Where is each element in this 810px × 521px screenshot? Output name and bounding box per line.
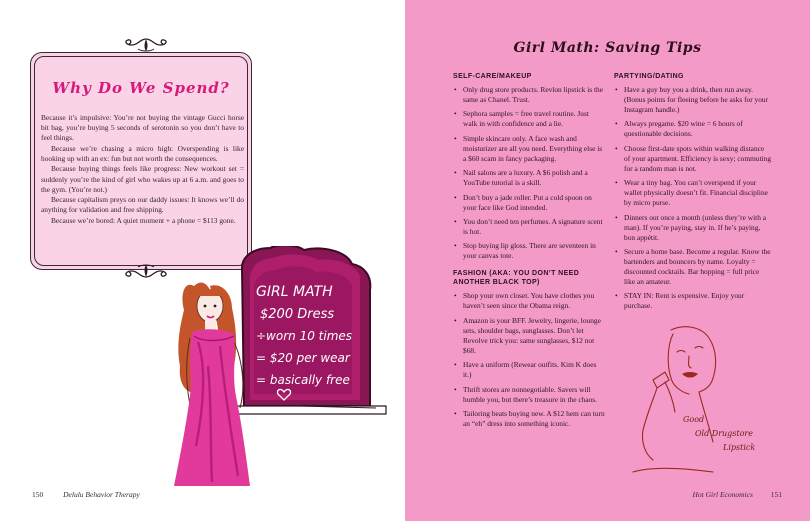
sidebar-box (30, 52, 252, 270)
list-item: • STAY IN: Rent is expensive. Enjoy your purchase. (614, 291, 772, 311)
list-item: • Nail salons are a luxury. A $6 polish and a YouTube tutorial is a skill. (453, 168, 605, 188)
list-item: • Tailoring beats buying new. A $12 hem can turn an “eh” dress into something iconic. (453, 409, 605, 429)
sidebar-paragraph: Because we’re bored: A quiet moment + a phone = $113 gone. (51, 215, 236, 225)
running-head-right: Hot Girl Economics (692, 490, 753, 499)
mirror-text-line: ÷worn 10 times (256, 329, 353, 343)
list-item: • Stop buying lip gloss. There are seventeen in your canvas tote. (453, 241, 605, 261)
right-folio (692, 490, 782, 499)
list-item: • Have a guy buy you a drink, then run away. (Bonus points for fleeing before he asks for your Instagram handle.) (614, 85, 772, 115)
list-item: • Shop your own closet. You have clothes you haven’t seen since the Obama reign. (453, 291, 605, 311)
list-item: • Have a uniform (Rewear outfits. Kim K does it.) (453, 360, 605, 380)
list-item: • Dinners out once a month (unless they’re with a man). If you’re paying, stay in. If he’s paying, bon appétit. (614, 213, 772, 243)
lipstick-illustration (613, 322, 783, 492)
list-item: • Amazon is your BFF. Jewelry, lingerie, lounge sets, shoulder bags, sunglasses. Don’t let Revolve trick you: same sunglasses, $12 not $68. (453, 316, 605, 356)
list-item: • Don’t buy a jade roller. Put a cold spoon on your face like God intended. (453, 193, 605, 213)
list-item: • You don’t need ten perfumes. A signature scent is hot. (453, 217, 605, 237)
column-left (453, 72, 605, 433)
list-item: • Secure a home base. Become a regular. Know the bartenders and bouncers by name. Loyalty = discounted cocktails. Bar hopping = full price like an amateur. (614, 247, 772, 287)
list-item: • Simple skincare only. A face wash and moisturizer are all you need. Everything else is a $60 scam in fancy packaging. (453, 134, 605, 164)
partying-list (614, 85, 772, 311)
self-care-list (453, 85, 605, 261)
sidebar-paragraph: Because we’re chasing a micro high: Overspending is like hooking up with an ex: fun but not worth the consequences. (41, 143, 244, 163)
list-item: • Choose first-date spots within walking distance of your apartment. Efficiency is sexy; commuting for a random man is not. (614, 144, 772, 174)
mirror-text-line: = $20 per wear (256, 351, 350, 365)
sidebar-text (41, 113, 244, 227)
list-item: • Sephora samples = free travel routine. Just walk in with confidence and a lie. (453, 109, 605, 129)
sidebar-paragraph: Because it’s impulsive: You’re not buying the vintage Gucci horse bit bag, you’re buying 5 seconds of serotonin so you don’t have to feel things. (41, 113, 244, 143)
section-heading-self-care: SELF-CARE/MAKEUP (453, 73, 532, 80)
section-heading-fashion: FASHION (AKA: YOU DON’T NEED ANOTHER BLACK TOP) (453, 270, 580, 287)
sidebar-paragraph: Because capitalism preys on our daddy issues: It knows we’ll do anything for validation and free shipping. (41, 195, 244, 215)
lipstick-caption: Old Drugstore (695, 429, 753, 438)
list-item: • Always pregame. $20 wine = 6 hours of questionable decisions. (614, 119, 772, 139)
page-number-right: 151 (770, 490, 782, 499)
mirror-text-line: GIRL MATH (256, 284, 333, 300)
right-page (405, 0, 810, 521)
list-item: • Only drug store products. Revlon lipstick is the same as Chanel. Trust. (453, 85, 605, 105)
page-title: Girl Math: Saving Tips (513, 40, 702, 56)
mirror-text-line: = basically free (256, 373, 350, 387)
girl-mirror-illustration (150, 246, 390, 486)
lipstick-caption: Lipstick (723, 443, 756, 452)
running-head-left: Delulu Behavior Therapy (63, 490, 140, 499)
sidebar-paragraph: Because buying things feels like progress: New workout set = suddenly you’re the kind of girl who wakes up at 6 a.m. and goes to the gym. (You’re not.) (41, 164, 244, 194)
sidebar-title: Why Do We Spend? (52, 79, 230, 97)
fashion-list (453, 291, 605, 429)
left-folio (32, 490, 140, 499)
section-heading-partying: PARTYING/DATING (614, 73, 684, 80)
list-item: • Wear a tiny bag. You can’t overspend if your wallet physically doesn’t fit. Financial discipline by micro purse. (614, 178, 772, 208)
mirror-text-line: $200 Dress (260, 307, 335, 322)
column-right (614, 72, 772, 316)
list-item: • Thrift stores are nonnegotiable. Savers will humble you, but there’s treasure in the chaos. (453, 385, 605, 405)
page-number-left: 150 (32, 490, 44, 499)
lipstick-caption: Good (683, 415, 705, 424)
